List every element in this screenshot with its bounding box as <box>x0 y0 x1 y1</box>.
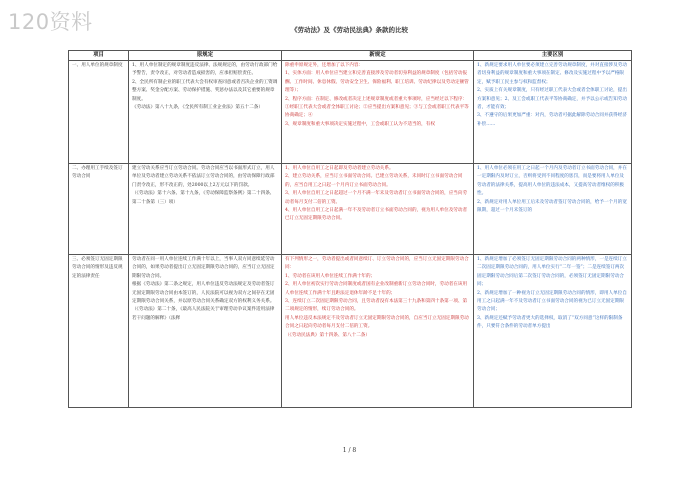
cell-paragraph: 《劳动法》第八十九条，《全民所有制工业企业法》第五十二条） <box>132 105 263 111</box>
cell-paragraph: 有下列情形之一，劳动者提出或者同意续订、订立劳动合同的，应当订立无固定期限劳动合同： <box>285 257 469 271</box>
cell-paragraph: 2、全民所有制企业的职工代表大会有权审查同意或者否决企业的工资调整方案、奖金分配方案、劳动保护措施、奖惩办法以及其它重要的规章制度。 <box>132 79 278 102</box>
cell-paragraph: 2、实质上有关规章制度，只有经过职工代表大会或者全体职工讨论，提出方案和意见；2、及工会或职工代表平等协商确定，并予以公示或告知劳动者，才能有效； <box>477 88 627 111</box>
cell-paragraph: 1、用人单位必须在用工之日起一个月内及劳动者订立书面劳动合同，并在一定期限内及时订立，否则将受到不同程度的惩罚，而是要将用人单位及劳动者的法律关系，提高用人单位的违法成本，又提高劳动者维权的积极性。 <box>477 166 627 197</box>
new-rule-cell <box>282 61 474 164</box>
cell-paragraph: 3、新规定还赋予劳动者更大的选择权，取消了“双方同意”这样的限制条件，只要符合条件的劳动者单方提出 <box>477 315 623 330</box>
cell-paragraph: 1、用人单位制定的规章制度违反法律、法规规定的，由劳动行政部门给予警告，责令改正，对劳动者造成损害的，应承担赔偿责任。 <box>132 63 278 77</box>
page-number: 1 / 8 <box>342 447 357 454</box>
cell-paragraph: 2、用人单位初次实行劳动合同制度或者国有企业改制重新订立劳动合同时，劳动者在该用人单位连续工作满十年且距法定退休年龄不足十年的； <box>285 282 468 296</box>
watermark: 120资料 <box>8 10 93 34</box>
header-row <box>69 51 632 61</box>
cell-paragraph: 1、劳动者在该用人单位连续工作满十年的； <box>285 273 376 279</box>
header-diff: 主要区别 <box>474 51 632 61</box>
cell-paragraph: 用人单位违反本法规定不及劳动者订立无固定期限劳动合同的，自应当订立无固定期限劳动合同之日起向劳动者每月支付二倍的工资。 <box>285 315 469 330</box>
cell-paragraph: 4、用人单位自用工之日起满一年不及劳动者订立书面劳动合同的，视为用人单位及劳动者已订立无固定期限劳动合同。 <box>285 208 468 222</box>
cell-paragraph: 2、新规定增加了一种视为订立无固定期限劳动合同的情形，即用人单位自用工之日起满一年不及劳动者订立书面劳动合同的视为已订立无固定期限劳动合同； <box>477 290 627 313</box>
difference-cell <box>474 255 632 408</box>
cell-paragraph: 1、实体方面：用人单位应当建立和完善直接涉及劳动者切身利益的规章制度（包括劳动报酬、工作时间、休息休假、劳动安全卫生、保险福利、职工培训、劳动纪律以及劳动定额管理等）； <box>285 71 469 94</box>
row-item-label: 一、用人单位的规章制度 <box>69 61 129 164</box>
cell-paragraph: 3、连续订立二次固定期限劳动合同，且劳动者没有本法第三十九条和第四十条第一项、第二项规定的情形，续订劳动合同的。 <box>285 299 468 313</box>
table-row <box>69 164 632 255</box>
table-row <box>69 61 632 164</box>
header-new: 新规定 <box>282 51 474 61</box>
old-rule-cell <box>129 255 282 408</box>
cell-paragraph: 3、不遵守的后果更加严重：对内，劳动者可据此解除劳动合同并获得经济补偿…… <box>477 113 627 127</box>
new-rule-cell <box>282 164 474 255</box>
cell-paragraph: 建立劳动关系应当订立劳动合同。劳动合同应当以书面形式订立，用人单位及劳动者建立劳动关系不依法订立劳动合同的，由劳动保障行政部门责令改正，形不改正的，处2000以上2万元以下的罚款。 <box>132 166 275 188</box>
difference-cell <box>474 61 632 164</box>
cell-paragraph: 2、新规定对用人单位用工后未及劳动者签订劳动合同的，给予一个月的宽限期，超过一个月未签订的 <box>477 199 627 214</box>
document-title: 《劳动法》及《劳动民法典》条款的比较 <box>291 26 408 34</box>
row-item-label: 二、办理用工手续及签订劳动合同 <box>69 164 129 255</box>
comparison-table <box>68 50 632 408</box>
old-rule-cell <box>129 164 282 255</box>
difference-cell <box>474 164 632 255</box>
cell-paragraph: 2、程序方面：在制定、修改或者决定上述规章制度或者重大事项时，应当经过以下程序：①经职工代表大会或者全体职工讨论；②应当提出方案和意见；③与工会或者职工代表平等协商确定；④ <box>285 96 469 119</box>
cell-paragraph: 1、用人单位自用工之日起即及劳动者建立劳动关系。 <box>285 166 394 171</box>
cell-paragraph: （《劳动民法典》第十四条、第八十二条） <box>285 332 370 338</box>
cell-paragraph: 1、新规定增加了必须签订无固定期限劳动合同的两种情形，一是连续订立二次固定期限劳动合同的，用人单位实行“二年一签”；二是连续签订两次固定期限劳动合同后第二次签订劳动合同的，必须签订无固定期限劳动合同； <box>477 257 627 288</box>
cell-paragraph: 2、建立劳动关系，应当订立书面劳动合同。已建立劳动关系，未同时订立书面劳动合同的，应当自用工之日起一个月内订立书面劳动合同。 <box>285 174 463 188</box>
cell-paragraph: 3、规章制度和重大事项决定实施过程中，工会或职工认为不适当的，有权 <box>285 121 435 127</box>
new-rule-cell <box>282 255 474 408</box>
old-rule-cell <box>129 61 282 164</box>
row-item-label: 三、必须签订无固定期限劳动合同的情形及违反规定的法律责任 <box>69 255 129 408</box>
header-old: 原规定 <box>129 51 282 61</box>
table-row <box>69 255 632 408</box>
header-item: 项目 <box>69 51 129 61</box>
cell-paragraph: （《劳动法》第二十条，《最高人民法院关于审理劳动争议案件适用法律若干问题的解释》（法释 <box>132 307 275 321</box>
cell-paragraph: 3、用人单位自用工之日起超过一个月不满一年未及劳动者订立书面劳动合同的，应当向劳动者每月支付二倍的工资。 <box>285 191 468 205</box>
cell-paragraph: 根据《劳动法》第二条之规定，用人单位违反劳动法规定及劳动者签订无固定期限劳动合同由本签订的，人民法院可以视为双方之间存在无固定期限劳动合同关系，并以原劳动合同关系确定双方的权利义务关系。 <box>132 282 275 305</box>
cell-paragraph: 劳动者在同一用人单位连续工作满十年以上，当事人双方同意续延劳动合同的，如果劳动者提出订立无固定期限劳动合同的，应当订立无固定期限劳动合同。 <box>132 257 275 279</box>
cell-paragraph: 除重申原规定外，还增加了以下内容： <box>285 63 364 68</box>
cell-paragraph: 1、新规定要求用人单位要必须建立完善劳动规章制度，并对直接涉及劳动者切身利益的规章制度和重大事项在制定、修改及实施过程中予以严格限定，赋予职工民主参与权和监督权； <box>477 63 627 85</box>
cell-paragraph: （《劳动法》第十六条、第十九条，《劳动保障监察条例》第二十四条、第二十条第（三）项） <box>132 191 275 205</box>
